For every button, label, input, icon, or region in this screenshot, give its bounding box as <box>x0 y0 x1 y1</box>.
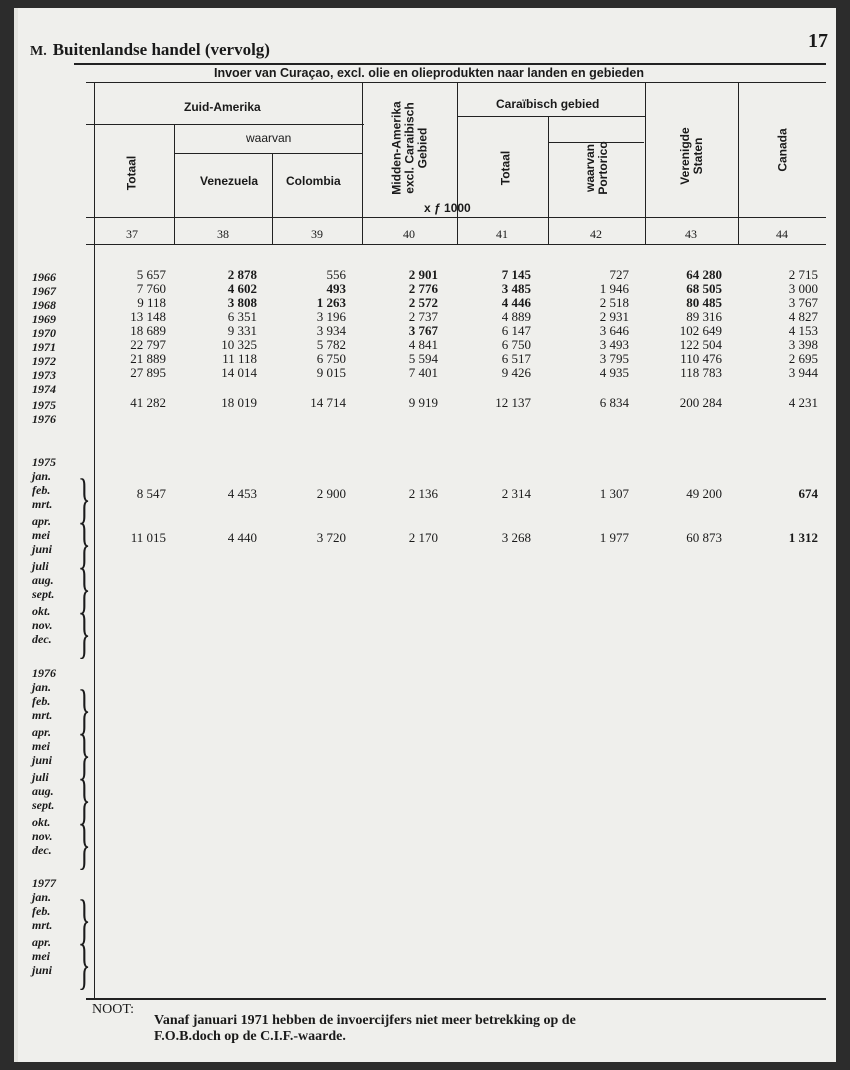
month-label: mei <box>32 739 50 753</box>
table-cell: 12 137 <box>495 395 531 410</box>
month-label: juli <box>32 559 49 573</box>
table-cell: 68 505 <box>686 281 722 296</box>
col-number: 44 <box>776 227 788 241</box>
col-header-midden-amerika: Midden-Amerika excl. Caraibisch Gebied <box>389 101 430 195</box>
table-cell: 22 797 <box>130 337 166 352</box>
table-cell: 2 931 <box>599 309 629 324</box>
table-cell: 14 014 <box>221 365 257 380</box>
col-header-totaal-carib: Totaal <box>498 150 513 186</box>
table-cell: 4 841 <box>408 337 438 352</box>
table-caption: Invoer van Curaçao, excl. olie en olieprodukten naar landen en gebieden <box>214 66 644 80</box>
table-cell: 110 476 <box>680 351 722 366</box>
table-cell: 80 485 <box>686 295 722 310</box>
carib-group-rule <box>457 116 645 117</box>
col-number: 38 <box>217 227 229 241</box>
month-label: jan. <box>32 680 52 694</box>
year-label: 1970 <box>32 326 56 340</box>
table-cell: 64 280 <box>686 267 722 282</box>
table-cell: 4 602 <box>227 281 257 296</box>
table-cell: 6 351 <box>227 309 257 324</box>
group-zuid-amerika: Zuid-Amerika <box>184 100 261 114</box>
table-cell: 4 153 <box>788 323 818 338</box>
col-rule <box>457 82 458 244</box>
month-label: okt. <box>32 815 51 829</box>
table-cell: 9 118 <box>137 295 166 310</box>
table-cell: 3 485 <box>501 281 531 296</box>
col-header-canada: Canada <box>775 128 790 172</box>
month-label: aug. <box>32 784 54 798</box>
month-label: aug. <box>32 573 54 587</box>
col-header-totaal-zuid: Totaal <box>124 155 139 191</box>
year-label: 1967 <box>32 284 56 298</box>
table-cell: 3 720 <box>316 530 346 545</box>
waarvan-label: waarvan <box>246 131 292 145</box>
table-cell: 3 398 <box>788 337 818 352</box>
table-cell: 2 136 <box>408 486 438 501</box>
group-caraibisch: Caraïbisch gebied <box>496 97 600 111</box>
table-cell: 2 901 <box>408 267 438 282</box>
table-cell: 2 737 <box>408 309 438 324</box>
table-cell: 4 889 <box>501 309 531 324</box>
quarter-brace: } <box>78 679 91 740</box>
page <box>14 8 836 1062</box>
table-cell: 5 594 <box>408 351 438 366</box>
colnum-rule <box>86 244 826 245</box>
table-cell: 4 440 <box>227 530 257 545</box>
stub-rule <box>94 82 95 998</box>
table-cell: 2 572 <box>408 295 438 310</box>
table-cell: 727 <box>609 267 629 282</box>
year-label: 1973 <box>32 368 56 382</box>
table-cell: 27 895 <box>130 365 166 380</box>
month-label: sept. <box>32 587 55 601</box>
col-rule <box>272 153 273 244</box>
table-cell: 9 015 <box>316 365 346 380</box>
table-cell: 14 714 <box>310 395 346 410</box>
note-line-2: F.O.B.doch op de C.I.F.-waarde. <box>154 1029 346 1044</box>
zuid-group-rule <box>86 124 364 125</box>
table-cell: 3 808 <box>227 295 257 310</box>
month-label: dec. <box>32 843 52 857</box>
month-label: mrt. <box>32 497 53 511</box>
table-cell: 1 977 <box>599 530 629 545</box>
table-cell: 1 307 <box>599 486 629 501</box>
table-cell: 8 547 <box>136 486 166 501</box>
quarter-brace: } <box>78 468 91 529</box>
table-cell: 2 314 <box>501 486 531 501</box>
table-cell: 556 <box>326 267 346 282</box>
table-cell: 4 453 <box>227 486 257 501</box>
month-label: nov. <box>32 829 53 843</box>
table-cell: 5 657 <box>136 267 166 282</box>
table-cell: 200 284 <box>679 395 722 410</box>
table-cell: 4 446 <box>501 295 531 310</box>
month-label: feb. <box>32 483 51 497</box>
table-cell: 4 935 <box>599 365 629 380</box>
table-cell: 18 019 <box>221 395 257 410</box>
col-header-venezuela: Venezuela <box>200 174 259 188</box>
table-cell: 2 776 <box>408 281 438 296</box>
table-cell: 1 263 <box>316 295 346 310</box>
col-rule <box>548 116 549 244</box>
table-cell: 118 783 <box>680 365 722 380</box>
table-cell: 11 118 <box>222 351 257 366</box>
table-cell: 10 325 <box>221 337 257 352</box>
table-cell: 3 795 <box>599 351 629 366</box>
quarter-brace: } <box>78 558 91 619</box>
table-cell: 2 518 <box>599 295 629 310</box>
month-label: mrt. <box>32 918 53 932</box>
col-number: 39 <box>311 227 323 241</box>
table-cell: 4 827 <box>788 309 818 324</box>
col-rule <box>645 82 646 244</box>
month-label: feb. <box>32 694 51 708</box>
table-cell: 1 312 <box>788 530 818 545</box>
month-label: okt. <box>32 604 51 618</box>
col-header-portorico: waarvan Portorico <box>583 141 610 195</box>
table-cell: 3 493 <box>599 337 629 352</box>
caption-rule <box>86 82 826 83</box>
binding-edge <box>14 8 18 1062</box>
table-cell: 11 015 <box>130 530 166 545</box>
table-cell: 2 878 <box>227 267 257 282</box>
header-bottom-rule <box>86 217 826 218</box>
col-number: 41 <box>496 227 508 241</box>
table-cell: 3 268 <box>501 530 531 545</box>
table-cell: 7 401 <box>408 365 438 380</box>
quarter-brace: } <box>78 724 91 785</box>
year-label: 1976 <box>32 412 56 426</box>
year-label: 1974 <box>32 382 56 396</box>
col-header-colombia: Colombia <box>286 174 341 188</box>
table-cell: 3 000 <box>788 281 818 296</box>
table-cell: 6 517 <box>501 351 531 366</box>
month-label: juni <box>32 753 53 767</box>
month-label: mei <box>32 949 50 963</box>
year-label-1976: 1976 <box>32 666 56 680</box>
waarvan-rule <box>174 153 362 154</box>
year-label: 1969 <box>32 312 56 326</box>
quarter-brace: } <box>78 934 91 995</box>
page-number: 17 <box>808 30 828 52</box>
month-label: sept. <box>32 798 55 812</box>
table-cell: 6 147 <box>501 323 531 338</box>
note-label: NOOT: <box>92 1002 135 1017</box>
col-number: 40 <box>403 227 415 241</box>
table-cell: 7 145 <box>501 267 531 282</box>
table-cell: 493 <box>326 281 346 296</box>
month-label: mrt. <box>32 708 53 722</box>
table-cell: 102 649 <box>679 323 722 338</box>
section-letter: M. <box>30 44 47 59</box>
table-bottom-rule <box>86 998 826 1000</box>
month-label: feb. <box>32 904 51 918</box>
month-label: juni <box>32 963 53 977</box>
table-cell: 9 426 <box>501 365 531 380</box>
table-cell: 18 689 <box>130 323 166 338</box>
year-label-1977: 1977 <box>32 876 56 890</box>
table-cell: 6 834 <box>599 395 629 410</box>
table-cell: 3 646 <box>599 323 629 338</box>
table-cell: 122 504 <box>679 337 722 352</box>
table-cell: 9 331 <box>227 323 257 338</box>
table-top-rule <box>74 63 826 65</box>
table-cell: 3 934 <box>316 323 346 338</box>
table-cell: 2 900 <box>316 486 346 501</box>
month-label: mei <box>32 528 50 542</box>
year-label: 1971 <box>32 340 56 354</box>
quarter-brace: } <box>78 513 91 574</box>
col-number: 37 <box>126 227 138 241</box>
month-label: jan. <box>32 890 52 904</box>
table-cell: 3 944 <box>788 365 818 380</box>
table-cell: 2 170 <box>408 530 438 545</box>
table-cell: 6 750 <box>316 351 346 366</box>
table-cell: 41 282 <box>130 395 166 410</box>
year-label: 1966 <box>32 270 56 284</box>
year-label: 1968 <box>32 298 56 312</box>
month-label: apr. <box>32 514 52 528</box>
month-label: apr. <box>32 725 52 739</box>
table-cell: 2 695 <box>788 351 818 366</box>
col-rule <box>174 124 175 244</box>
month-label: jan. <box>32 469 52 483</box>
table-cell: 7 760 <box>136 281 166 296</box>
quarter-brace: } <box>78 814 91 875</box>
table-cell: 1 946 <box>599 281 629 296</box>
year-label: 1975 <box>32 398 56 412</box>
col-rule <box>362 82 363 244</box>
table-cell: 60 873 <box>686 530 722 545</box>
col-number: 42 <box>590 227 602 241</box>
table-cell: 3 767 <box>408 323 438 338</box>
unit-label: x ƒ 1000 <box>424 201 471 215</box>
table-cell: 13 148 <box>130 309 166 324</box>
quarter-brace: } <box>78 603 91 664</box>
table-cell: 674 <box>798 486 818 501</box>
table-cell: 3 767 <box>788 295 818 310</box>
month-label: juni <box>32 542 53 556</box>
month-label: dec. <box>32 632 52 646</box>
month-label: juli <box>32 770 49 784</box>
table-cell: 21 889 <box>130 351 166 366</box>
table-cell: 4 231 <box>788 395 818 410</box>
col-header-verenigde-staten: Verenigde Staten <box>678 127 705 185</box>
year-label-1975: 1975 <box>32 455 56 469</box>
table-cell: 6 750 <box>501 337 531 352</box>
table-cell: 5 782 <box>316 337 346 352</box>
quarter-brace: } <box>78 889 91 950</box>
table-cell: 89 316 <box>686 309 722 324</box>
year-label: 1972 <box>32 354 56 368</box>
col-rule <box>738 82 739 244</box>
col-number: 43 <box>685 227 697 241</box>
page-title <box>30 40 270 60</box>
quarter-brace: } <box>78 769 91 830</box>
month-label: nov. <box>32 618 53 632</box>
table-cell: 49 200 <box>686 486 722 501</box>
note-line-1: Vanaf januari 1971 hebben de invoercijfers niet meer betrekking op de <box>154 1013 576 1028</box>
table-cell: 9 919 <box>408 395 438 410</box>
table-cell: 2 715 <box>788 267 818 282</box>
table-cell: 3 196 <box>316 309 346 324</box>
month-label: apr. <box>32 935 52 949</box>
section-title: Buitenlandse handel (vervolg) <box>52 40 270 59</box>
